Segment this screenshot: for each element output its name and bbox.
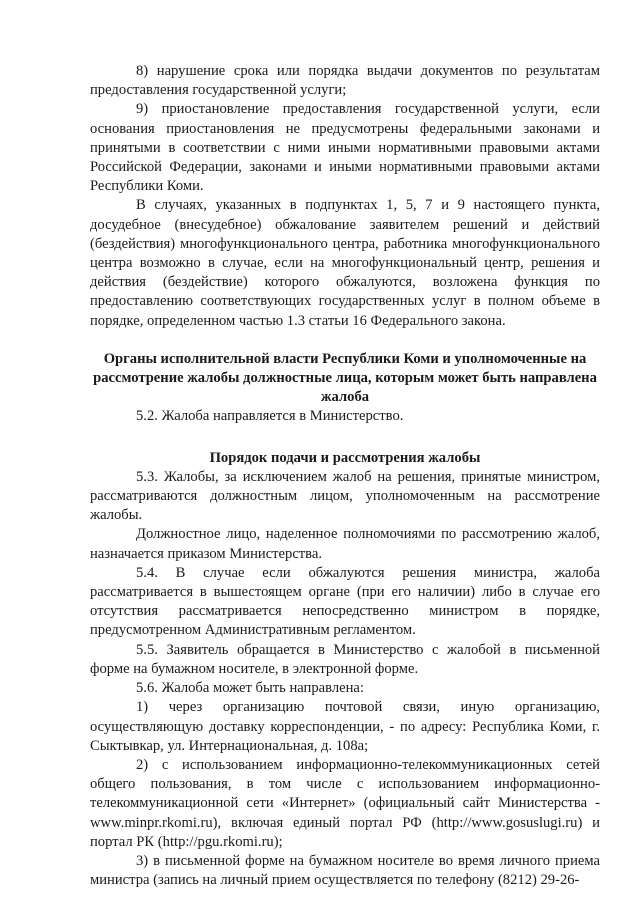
paragraph-item-9: 9) приостановление предоставления государственной услуги, если основания приостановления не предусмотрены федеральными законами и принятыми в соответствии с ними иными нормативными правовыми актами Российской Федерации, законами и иными нормативными правовыми актами Республики Коми. [90, 101, 600, 195]
paragraph-official: Должностное лицо, наделенное полномочиями по рассмотрению жалоб, назначается приказом Министерства. [90, 526, 600, 562]
paragraph-item-8: 8) нарушение срока или порядка выдачи документов по результатам предоставления государственной услуги; [90, 63, 600, 99]
spacer [90, 427, 600, 449]
paragraph-5-3: 5.3. Жалобы, за исключением жалоб на решения, принятые министром, рассматриваются должностным лицом, уполномоченным на рассмотрение жалобы. [90, 468, 600, 524]
paragraph-5-5: 5.5. Заявитель обращается в Министерство с жалобой в письменной форме на бумажном носителе, в электронной форме. [90, 641, 600, 677]
paragraph-5-4: 5.4. В случае если обжалуются решения министра, жалоба рассматривается в вышестоящем органе (при его наличии) либо в случае его отсутствия рассматривается непосредственно министром в порядке, предусмотренном Административным регламентом. [90, 564, 600, 639]
paragraph-option-2: 2) с использованием информационно-телекоммуникационных сетей общего пользования, в том числе с использованием информационно-телекоммуникационной сети «Интернет» (официальный сайт Министерства - www.minpr.rkomi.ru), включая единый портал РФ (http://www.gosuslugi.ru) и портал РК (http://pgu.rkomi.ru); [90, 756, 600, 850]
paragraph-option-3: 3) в письменной форме на бумажном носителе во время личного приема министра (запись на личный прием осуществляется по телефону (8212) 29-26- [90, 852, 600, 889]
paragraph-option-1: 1) через организацию почтовой связи, иную организацию, осуществляющую доставку корреспонденции, - по адресу: Республика Коми, г. Сыктывкар, ул. Интернациональная, д. 108а; [90, 699, 600, 754]
section-heading-authorities: Органы исполнительной власти Республики Коми и уполномоченные на рассмотрение жалобы должностные лица, которым может быть направлена жалоба [93, 350, 597, 406]
paragraph-5-2: 5.2. Жалоба направляется в Министерство. [136, 408, 404, 425]
paragraph-cases: В случаях, указанных в подпунктах 1, 5, 7 и 9 настоящего пункта, досудебное (внесудебное) обжалование заявителем решений и действий (бездействия) многофункционального центра, работника многофункционального центра возможно в случае, если на многофункциональный центр, решения и действия (бездействие) которого обжалуются, возложена функция по предоставлению соответствующих государственных услуг в полном объеме в порядке, определенном частью 1.3 статьи 16 Федерального закона. [90, 197, 600, 329]
section-heading-procedure: Порядок подачи и рассмотрения жалобы [209, 449, 481, 466]
spacer [90, 331, 600, 350]
paragraph-5-6: 5.6. Жалоба может быть направлена: [136, 680, 364, 697]
